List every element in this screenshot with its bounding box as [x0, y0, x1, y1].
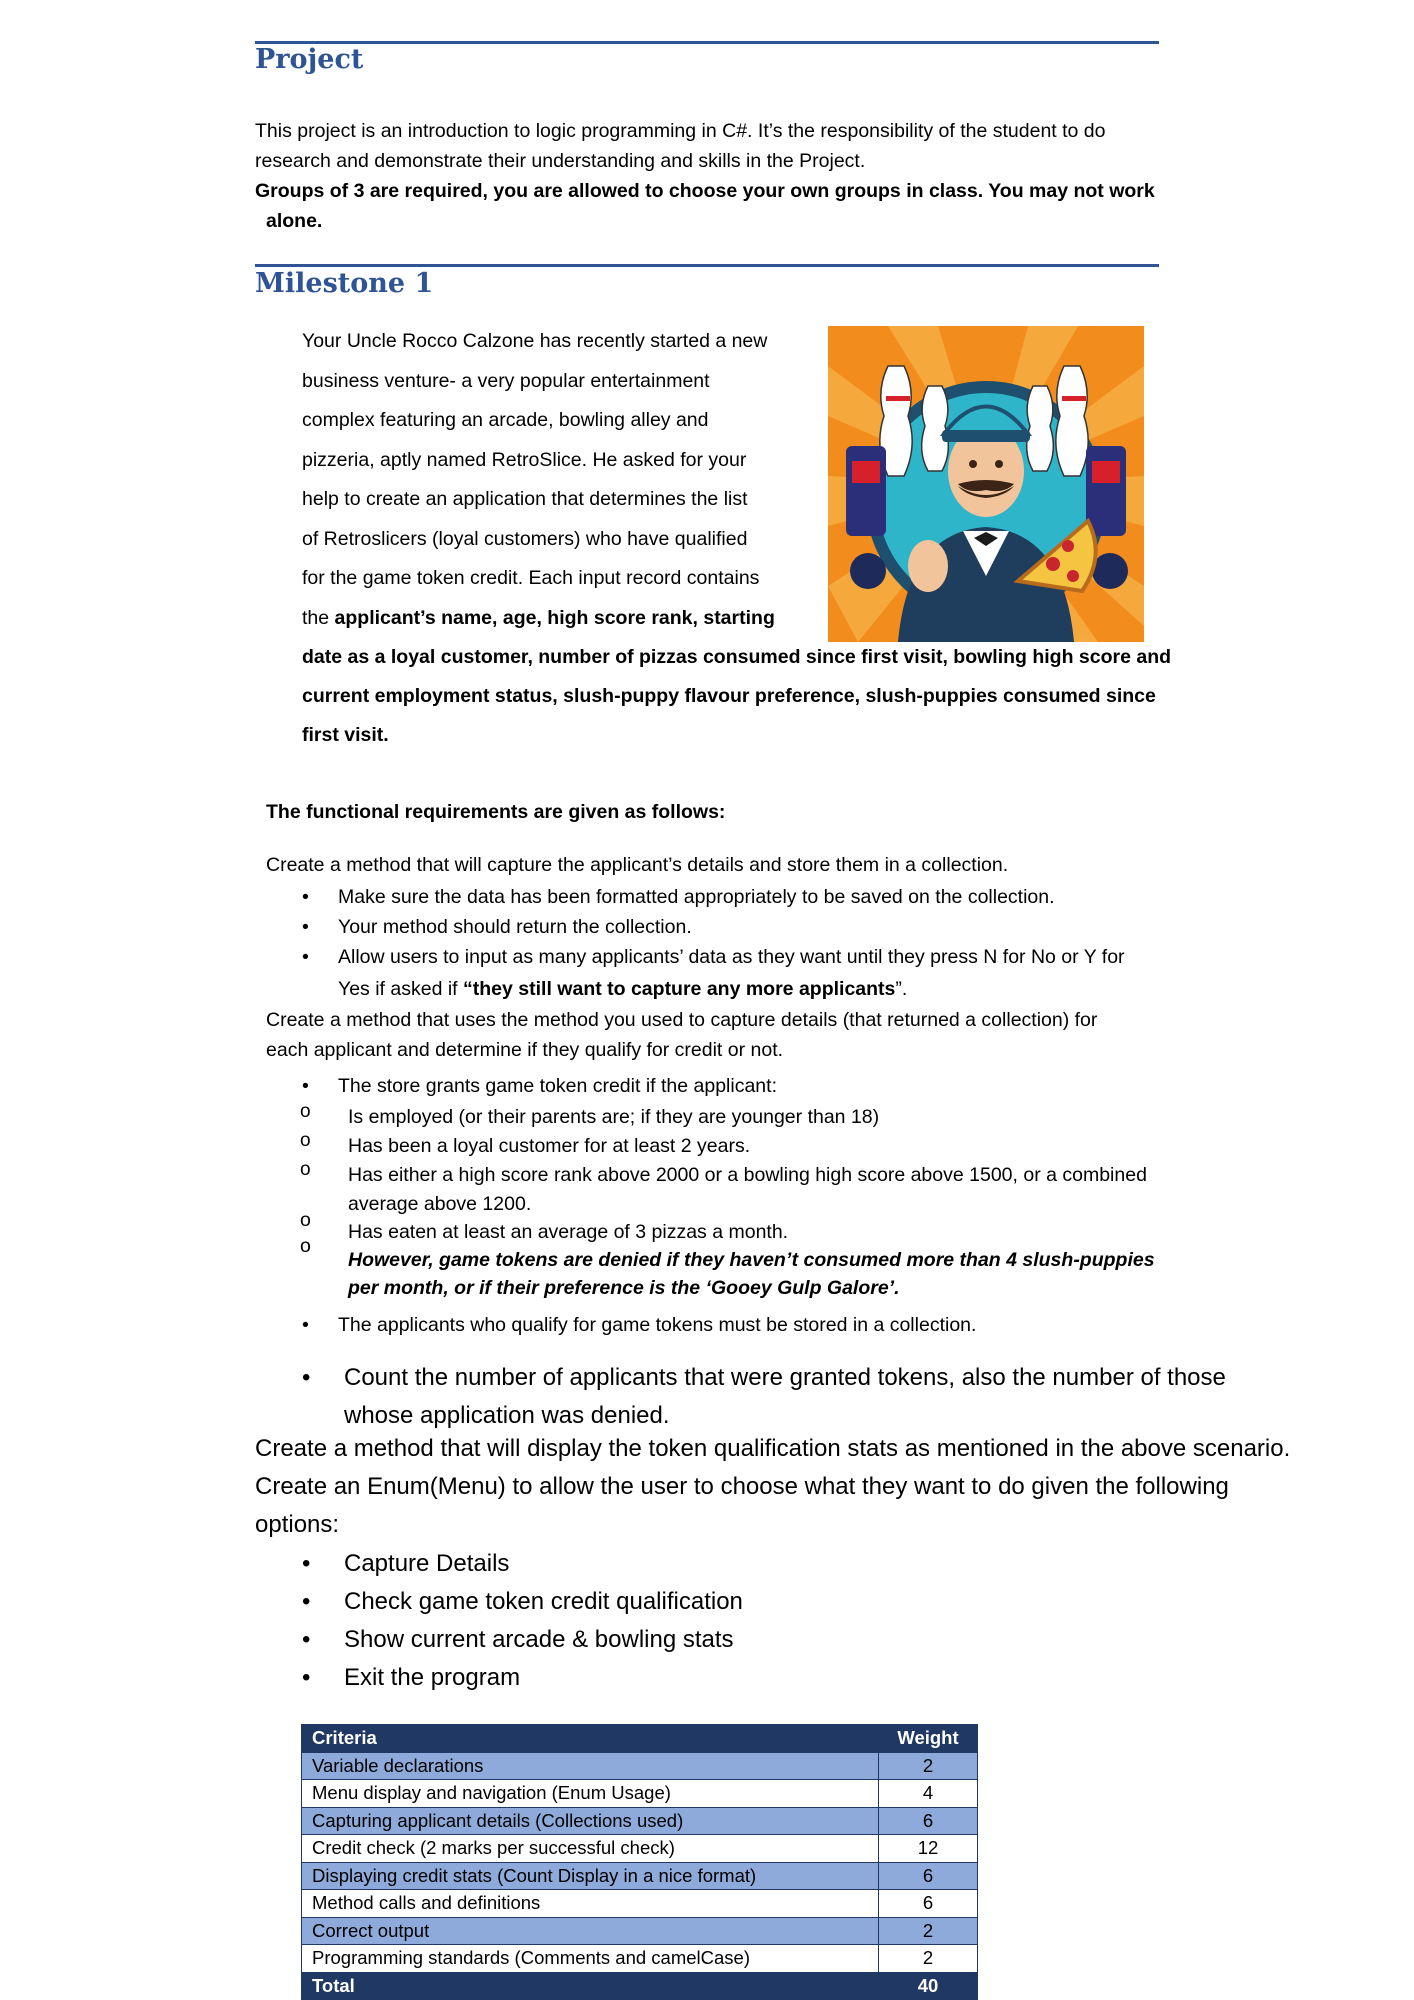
list-item: o Is employed (or their parents are; if they are younger than 18): [300, 1101, 880, 1128]
list-item: • Check game token credit qualification: [302, 1583, 1202, 1621]
list-item: • Allow users to input as many applicants’ data as they want until they press N for No or Y for: [302, 942, 1182, 972]
enum-line: options:: [255, 1511, 340, 1538]
menu-options: [302, 1545, 1202, 1697]
method2-line: Create a method that uses the method you used to capture details (that returned a collection) for: [266, 1009, 1098, 1031]
list-item: • Exit the program: [302, 1659, 1202, 1697]
table-row: [302, 1807, 978, 1835]
criteria-cell: Variable declarations: [302, 1752, 879, 1780]
conditions-list: [300, 1103, 1180, 1219]
method2-line: each applicant and determine if they qualify for credit or not.: [266, 1039, 784, 1061]
weight-cell: 6: [879, 1890, 978, 1918]
milestone-line: current employment status, slush-puppy flavour preference, slush-puppies consumed since: [302, 685, 1156, 707]
denied-line-2: per month, or if their preference is the ‘Gooey Gulp Galore’.: [348, 1277, 900, 1299]
milestone-line: pizzeria, aptly named RetroSlice. He asked for your: [302, 448, 747, 471]
groups-line-2: alone.: [266, 210, 323, 232]
intro-line-2: research and demonstrate their understanding and skills in the Project.: [255, 150, 866, 172]
table-row: [302, 1780, 978, 1808]
project-intro: [255, 116, 1155, 236]
weight-cell: 12: [879, 1835, 978, 1863]
criteria-cell: Menu display and navigation (Enum Usage): [302, 1780, 879, 1808]
total-row: [302, 1972, 978, 2000]
criteria-cell: Correct output: [302, 1917, 879, 1945]
table-row: [302, 1835, 978, 1863]
list-item: • Your method should return the collection.: [302, 912, 1182, 942]
count-line-2: whose application was denied.: [344, 1402, 670, 1429]
weight-cell: 6: [879, 1807, 978, 1835]
weight-cell: 4: [879, 1780, 978, 1808]
requirements-heading: The functional requirements are given as follows:: [266, 801, 726, 823]
milestone-line: for the game token credit. Each input record contains: [302, 567, 760, 589]
milestone-rule: [255, 264, 1159, 267]
milestone-record-fields: [302, 638, 1182, 755]
table-row: [302, 1945, 978, 1973]
top-rule: [255, 41, 1159, 44]
criteria-cell: Method calls and definitions: [302, 1890, 879, 1918]
intro-line-1: This project is an introduction to logic programming in C#. It’s the responsibility of the student to do: [255, 120, 1106, 142]
milestone-line: date as a loyal customer, number of pizzas consumed since first visit, bowling high score and: [302, 646, 1172, 668]
list-item: o Has been a loyal customer for at least 2 years.: [300, 1130, 751, 1157]
milestone-line: business venture- a very popular entertainment: [302, 369, 710, 392]
table-row: [302, 1890, 978, 1918]
milestone-heading: Milestone 1: [255, 268, 434, 299]
enum-line: Create an Enum(Menu) to allow the user to choose what they want to do given the following: [255, 1473, 1229, 1500]
display-method-text: Create a method that will display the token qualification stats as mentioned in the above scenario.: [255, 1435, 1291, 1462]
enum-text: [255, 1468, 1405, 1544]
count-line-1: Count the number of applicants that were granted tokens, also the number of those: [344, 1364, 1226, 1391]
mascot-illustration: [828, 326, 1144, 642]
weight-cell: 6: [879, 1862, 978, 1890]
method1-text: Create a method that will capture the applicant’s details and store them in a collection.: [266, 854, 1009, 876]
count-bullet: • Count the number of applicants that were granted tokens, also the number of those whose application was denied.: [302, 1359, 1302, 1435]
list-item: • Show current arcade & bowling stats: [302, 1621, 1202, 1659]
list-item: • The applicants who qualify for game tokens must be stored in a collection.: [302, 1310, 1182, 1340]
list-item: • Capture Details: [302, 1545, 1202, 1583]
table-header-row: [302, 1725, 978, 1753]
method2-text: [266, 1005, 1097, 1065]
grant-bullet: [302, 1071, 1182, 1101]
milestone-description: [302, 322, 822, 638]
weight-cell: 2: [879, 1917, 978, 1945]
criteria-cell: Displaying credit stats (Count Display in a nice format): [302, 1862, 879, 1890]
criteria-header: Criteria: [302, 1725, 879, 1753]
weight-header: Weight: [879, 1725, 978, 1753]
total-weight: 40: [879, 1972, 978, 2000]
milestone-line: of Retroslicers (loyal customers) who have qualified: [302, 527, 748, 550]
milestone-line: the applicant’s name, age, high score rank, starting: [302, 606, 775, 629]
weight-cell: 2: [879, 1752, 978, 1780]
criteria-cell: Credit check (2 marks per successful check): [302, 1835, 879, 1863]
milestone-line: help to create an application that determines the list: [302, 488, 748, 510]
method1-bullet3-continuation: Yes if asked if “they still want to capture any more applicants”.: [338, 978, 908, 1000]
store-bullet: [302, 1310, 1182, 1340]
table-row: [302, 1862, 978, 1890]
list-item: o Has either a high score rank above 2000 or a bowling high score above 1500, or a combined: [300, 1159, 1147, 1186]
denied-line-1: However, game tokens are denied if they haven’t consumed more than 4 slush-puppies: [348, 1249, 1155, 1271]
weight-cell: 2: [879, 1945, 978, 1973]
table-row: [302, 1752, 978, 1780]
total-label: Total: [302, 1972, 879, 2000]
list-item: • The store grants game token credit if the applicant:: [302, 1071, 1182, 1101]
milestone-line: complex featuring an arcade, bowling alley and: [302, 409, 709, 431]
milestone-line: Your Uncle Rocco Calzone has recently started a new: [302, 330, 768, 352]
criteria-cell: Capturing applicant details (Collections used): [302, 1807, 879, 1835]
condition4-text: Has eaten at least an average of 3 pizzas a month.: [348, 1221, 789, 1243]
milestone-line: first visit.: [302, 724, 389, 746]
rubric-table: [301, 1724, 978, 2000]
criteria-cell: Programming standards (Comments and camelCase): [302, 1945, 879, 1973]
project-heading: Project: [255, 44, 364, 75]
groups-line-1: Groups of 3 are required, you are allowed to choose your own groups in class. You may not work: [255, 180, 1155, 202]
table-row: [302, 1917, 978, 1945]
list-item: • Make sure the data has been formatted appropriately to be saved on the collection.: [302, 882, 1182, 912]
condition4: o o Has eaten at least an average of 3 pizzas a month. However, game tokens are denied if they haven’t consumed more than 4 slush-puppies per month, or if their preference is the ‘Gooey Gulp Galore’.: [300, 1218, 1155, 1302]
method1-bullets: [302, 882, 1182, 972]
list-item: average above 1200.: [348, 1193, 532, 1215]
